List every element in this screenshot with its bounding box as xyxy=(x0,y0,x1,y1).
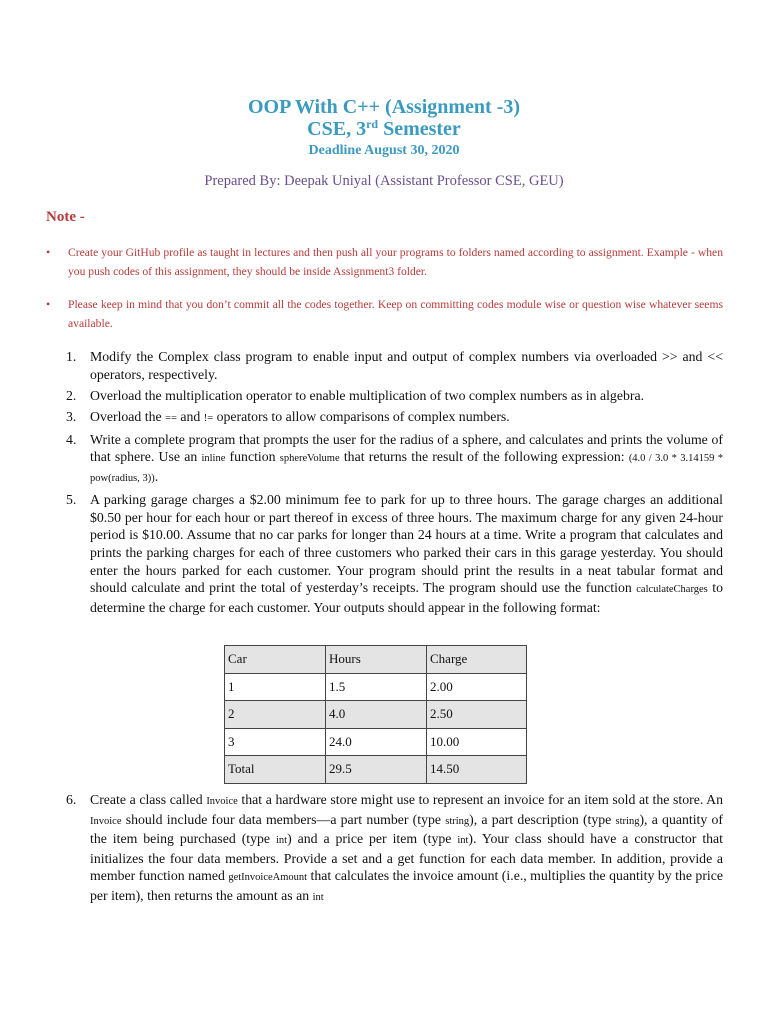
question-number: 2. xyxy=(66,387,77,403)
question-text: . xyxy=(154,469,159,485)
deadline: Deadline August 30, 2020 xyxy=(308,143,460,158)
code-snippet: != xyxy=(203,412,214,424)
table-header-cell: Car xyxy=(225,646,326,674)
code-snippet: int xyxy=(457,835,469,847)
table-cell: 1 xyxy=(225,673,326,701)
table-row xyxy=(225,673,527,701)
question-text: ), a quantity of the item being purchased (type xyxy=(90,811,723,847)
question-text: that calculates the invoice amount (i.e., multiplies the quantity by the price per item), then returns the amount as an xyxy=(90,868,723,903)
question-number: 6. xyxy=(66,792,77,807)
bullet-icon: • xyxy=(46,297,51,311)
question-number: 3. xyxy=(66,408,77,424)
table-header-cell: Charge xyxy=(427,646,527,674)
note-bullet-text: Create your GitHub profile as taught in lectures and then push all your programs to folders named according to assignment. Example - when you push codes of this assignment, they should be inside Assignment3 folder. xyxy=(68,246,723,278)
subtitle-text: CSE, 3 xyxy=(307,118,367,140)
note-heading: Note - xyxy=(46,209,85,225)
table-cell: 4.0 xyxy=(326,701,427,729)
subtitle-suffix: Semester xyxy=(378,118,461,140)
question-text: A parking garage charges a $2.00 minimum fee to park for up to three hours. The garage charges an additional $0.50 per hour for each hour or part thereof in excess of three hours. The maximum charge for any given 24-hour period is $10.00. Assume that no car parks for longer than 24 hours at a time. Write a program that calculates and prints the parking charges for each of three customers who parked their cars in this garage yesterday. You should enter the hours parked for each customer. Your program should print the results in a neat tabular format and should calculate and print the total of yesterday’s receipts. The program should use the function xyxy=(90,492,723,596)
table-row xyxy=(225,701,527,729)
page-subtitle xyxy=(0,118,768,140)
table-cell: 3 xyxy=(225,728,326,756)
question-item xyxy=(66,791,723,907)
question-text: should include four data members—a part number (type xyxy=(121,811,446,827)
code-snippet: getInvoiceAmount xyxy=(228,872,308,884)
prepared-by: Prepared By: Deepak Uniyal (Assistant Professor CSE, GEU) xyxy=(204,173,564,189)
question-text: function xyxy=(225,449,280,465)
note-bullet-text: Please keep in mind that you don’t commit all the codes together. Keep on committing codes module wise or question wise whatever seems available. xyxy=(68,298,723,330)
note-bullet-list-1 xyxy=(46,243,723,281)
question-number: 1. xyxy=(66,349,77,364)
question-text: Overload the multiplication operator to enable multiplication of two complex numbers as in algebra. xyxy=(90,387,645,403)
question-text: ). Your class should have a constructor that initializes the four data members. Provide a set and a get function for each data member. In addition, provide a member function named xyxy=(90,831,724,884)
code-snippet: (4.0 / 3.0 * 3.14159 * pow(radius, 3)) xyxy=(90,453,723,485)
code-snippet: calculateCharges xyxy=(636,584,708,596)
code-snippet: int xyxy=(312,891,324,903)
bullet-icon: • xyxy=(46,245,51,259)
table-cell: 29.5 xyxy=(326,756,427,784)
code-snippet: Invoice xyxy=(206,796,238,807)
note-bullet xyxy=(46,243,723,281)
code-snippet: string xyxy=(445,815,470,827)
note-bullet-list-2 xyxy=(46,295,723,333)
question-text: that a hardware store might use to represent an invoice for an item sold at the store. An xyxy=(237,792,723,807)
code-snippet: sphereVolume xyxy=(279,453,340,465)
table-header-cell: Hours xyxy=(326,646,427,674)
code-snippet: Invoice xyxy=(90,815,122,827)
question-text: to determine the charge for each customer. Your outputs should appear in the following format: xyxy=(90,580,723,615)
question-text: Modify the Complex class program to enable input and output of complex numbers via overloaded >> and << operators, respectively. xyxy=(90,349,723,382)
table-cell: 2 xyxy=(225,701,326,729)
question-item xyxy=(66,491,723,616)
question-item xyxy=(66,348,723,383)
table-total-row xyxy=(225,756,527,784)
question-text: ) and a price per item (type xyxy=(287,831,458,847)
table-cell: 10.00 xyxy=(427,728,527,756)
code-snippet: string xyxy=(615,815,640,827)
question-list xyxy=(66,348,723,616)
question-text: and xyxy=(176,408,204,424)
question-item xyxy=(66,408,723,428)
question-item xyxy=(66,431,723,488)
table-row xyxy=(225,728,527,756)
page-title: OOP With C++ (Assignment -3) xyxy=(247,96,521,118)
parking-charges-table xyxy=(224,645,527,784)
subtitle-superscript: rd xyxy=(366,117,379,131)
note-bullet xyxy=(46,295,723,333)
question-text: Overload the xyxy=(90,408,166,424)
table-header-row xyxy=(225,646,527,674)
question-number: 4. xyxy=(66,431,77,447)
code-snippet: == xyxy=(165,412,177,424)
question-body xyxy=(66,791,723,907)
table-cell: Total xyxy=(225,756,326,784)
code-snippet: inline xyxy=(201,453,226,465)
question-text: Create a class called xyxy=(90,792,207,807)
table-cell: 2.50 xyxy=(427,701,527,729)
table-cell: 2.00 xyxy=(427,673,527,701)
table-cell: 1.5 xyxy=(326,673,427,701)
question-text: that returns the result of the following expression: xyxy=(339,449,629,465)
question-number: 5. xyxy=(66,492,77,508)
question-item xyxy=(66,387,723,405)
question-text: operators to allow comparisons of complex numbers. xyxy=(213,408,510,424)
code-snippet: int xyxy=(275,835,288,847)
parking-charges-table-wrapper xyxy=(224,645,527,784)
table-cell: 24.0 xyxy=(326,728,427,756)
header xyxy=(0,96,768,161)
question-text: Write a complete program that prompts the user for the radius of a sphere, and calculates and prints the volume of that sphere. Use an xyxy=(90,431,723,465)
question-text: ), a part description (type xyxy=(469,811,616,827)
table-cell: 14.50 xyxy=(427,756,527,784)
